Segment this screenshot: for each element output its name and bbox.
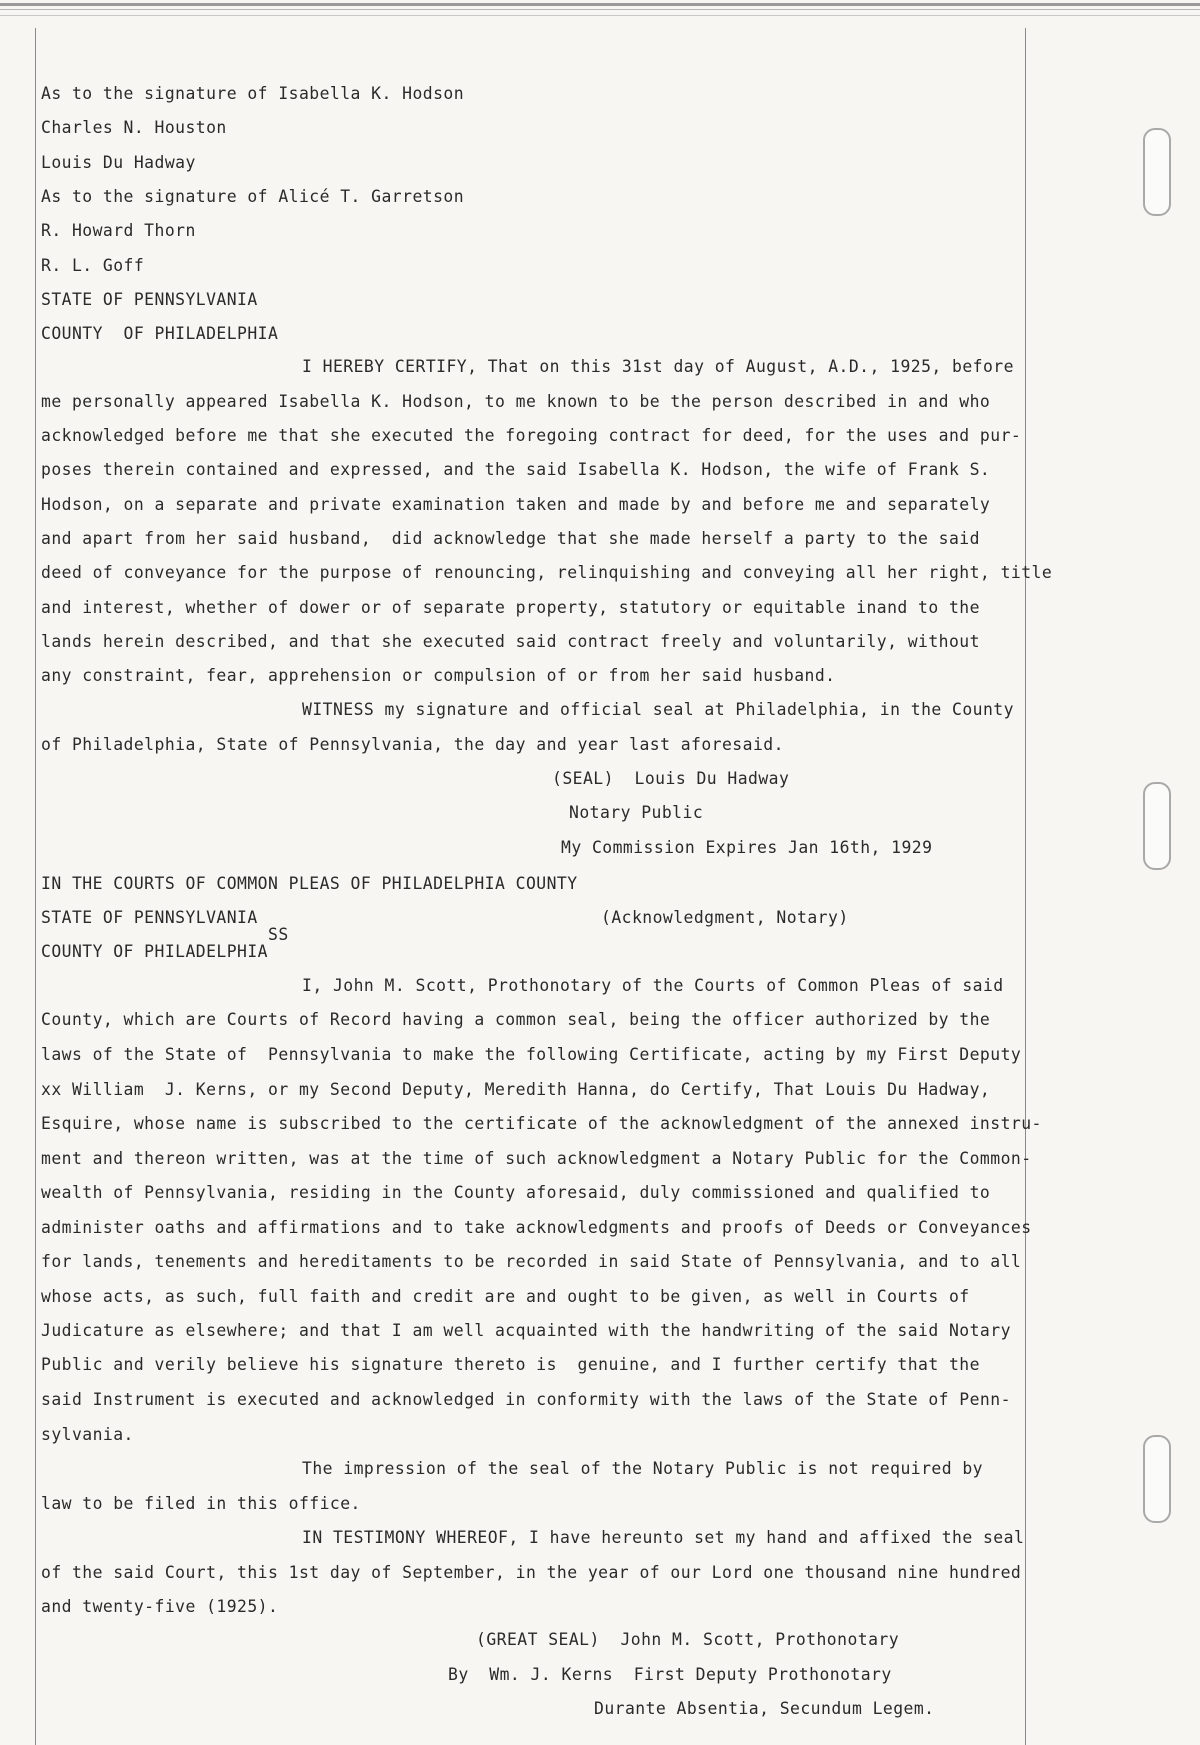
text-line: IN TESTIMONY WHEREOF, I have hereunto set my hand and affixed the seal — [302, 1528, 1025, 1547]
text-line: COUNTY OF PHILADELPHIA — [41, 942, 268, 961]
text-line: R. L. Goff — [41, 256, 145, 275]
text-line: I HEREBY CERTIFY, That on this 31st day of August, A.D., 1925, before — [302, 357, 1014, 376]
text-line: STATE OF PENNSYLVANIA — [41, 908, 258, 927]
text-line: County, which are Courts of Record having a common seal, being the officer authorized by the — [41, 1010, 991, 1029]
text-line: Louis Du Hadway — [41, 153, 196, 172]
court-heading: IN THE COURTS OF COMMON PLEAS OF PHILADELPHIA COUNTY — [41, 874, 578, 893]
text-line: and twenty-five (1925). — [41, 1597, 279, 1616]
text-line: wealth of Pennsylvania, residing in the County aforesaid, duly commissioned and qualified to — [41, 1183, 991, 1202]
binder-hole-icon — [1143, 128, 1171, 216]
ss-mark: SS — [268, 925, 289, 944]
text-line: As to the signature of Alicé T. Garretson — [41, 187, 465, 206]
text-line: laws of the State of Pennsylvania to make the following Certificate, acting by my First Deputy — [41, 1045, 1022, 1064]
text-line: acknowledged before me that she executed the foregoing contract for deed, for the uses and pur- — [41, 426, 1022, 445]
text-line: The impression of the seal of the Notary Public is not required by — [302, 1459, 983, 1478]
text-line: Hodson, on a separate and private examination taken and made by and before me and separately — [41, 495, 991, 514]
text-line: law to be filed in this office. — [41, 1494, 361, 1513]
prothonotary-signature: (GREAT SEAL) John M. Scott, Prothonotary — [476, 1630, 900, 1649]
text-line: sylvania. — [41, 1425, 134, 1444]
notary-title: Notary Public — [569, 803, 704, 822]
text-line: for lands, tenements and hereditaments to be recorded in said State of Pennsylvania, and to all — [41, 1252, 1022, 1271]
text-line: of the said Court, this 1st day of September, in the year of our Lord one thousand nine hundred — [41, 1563, 1022, 1582]
text-line: Esquire, whose name is subscribed to the certificate of the acknowledgment of the annexed instru- — [41, 1114, 1042, 1133]
right-margin-rule — [1025, 28, 1026, 1745]
top-rule — [0, 9, 1200, 10]
text-line: said Instrument is executed and acknowledged in conformity with the laws of the State of Penn- — [41, 1390, 1011, 1409]
deputy-signature: By Wm. J. Kerns First Deputy Prothonotary — [448, 1665, 892, 1684]
top-rule — [0, 3, 1200, 6]
text-line: whose acts, as such, full faith and credit are and ought to be given, as well in Courts of — [41, 1287, 970, 1306]
text-line: me personally appeared Isabella K. Hodson, to me known to be the person described in and who — [41, 392, 991, 411]
closing-phrase: Durante Absentia, Secundum Legem. — [594, 1699, 935, 1718]
text-line: I, John M. Scott, Prothonotary of the Courts of Common Pleas of said — [302, 976, 1004, 995]
text-line: STATE OF PENNSYLVANIA — [41, 290, 258, 309]
text-line: Charles N. Houston — [41, 118, 227, 137]
notary-signature: (SEAL) Louis Du Hadway — [552, 769, 790, 788]
binder-hole-icon — [1143, 782, 1171, 870]
text-line: poses therein contained and expressed, and the said Isabella K. Hodson, the wife of Frank S. — [41, 460, 991, 479]
binder-hole-icon — [1143, 1435, 1171, 1523]
commission-expiry: My Commission Expires Jan 16th, 1929 — [561, 838, 933, 857]
acknowledgment-label: (Acknowledgment, Notary) — [601, 908, 849, 927]
text-line: ment and thereon written, was at the time of such acknowledgment a Notary Public for the Common- — [41, 1149, 1032, 1168]
left-margin-rule — [35, 28, 36, 1745]
text-line: lands herein described, and that she executed said contract freely and voluntarily, without — [41, 632, 980, 651]
text-line: xx William J. Kerns, or my Second Deputy, Meredith Hanna, do Certify, That Louis Du Hadway, — [41, 1080, 991, 1099]
text-line: and interest, whether of dower or of separate property, statutory or equitable inand to the — [41, 598, 980, 617]
top-rule — [0, 15, 1200, 16]
text-line: WITNESS my signature and official seal at Philadelphia, in the County — [302, 700, 1014, 719]
text-line: deed of conveyance for the purpose of renouncing, relinquishing and conveying all her right, title — [41, 563, 1053, 582]
text-line: administer oaths and affirmations and to take acknowledgments and proofs of Deeds or Conveyances — [41, 1218, 1032, 1237]
text-line: any constraint, fear, apprehension or compulsion of or from her said husband. — [41, 666, 836, 685]
text-line: of Philadelphia, State of Pennsylvania, the day and year last aforesaid. — [41, 735, 784, 754]
text-line: Judicature as elsewhere; and that I am well acquainted with the handwriting of the said Notary — [41, 1321, 1011, 1340]
text-line: and apart from her said husband, did acknowledge that she made herself a party to the said — [41, 529, 980, 548]
text-line: R. Howard Thorn — [41, 221, 196, 240]
text-line: COUNTY OF PHILADELPHIA — [41, 324, 279, 343]
text-line: Public and verily believe his signature thereto is genuine, and I further certify that the — [41, 1355, 980, 1374]
text-line: As to the signature of Isabella K. Hodson — [41, 84, 465, 103]
